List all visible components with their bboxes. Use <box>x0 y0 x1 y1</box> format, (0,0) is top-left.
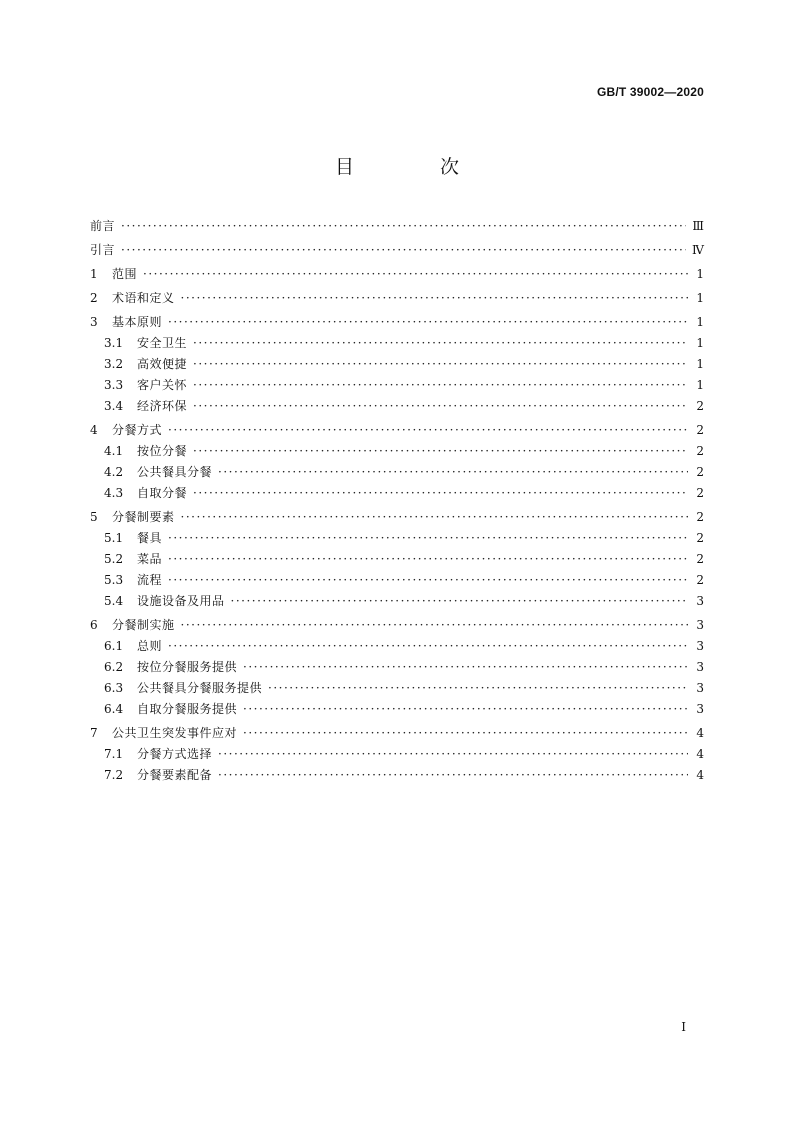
toc-entry-label: 自取分餐服务提供 <box>137 702 238 716</box>
toc-entry-page: 2 <box>696 531 704 545</box>
toc-entry[interactable] <box>90 678 704 699</box>
table-of-contents <box>90 216 704 786</box>
toc-entry-number: 1 <box>90 267 98 281</box>
toc-entry-page: 1 <box>696 357 704 371</box>
standard-code: GB/T 39002—2020 <box>596 85 704 99</box>
toc-entry-label: 公共餐具分餐服务提供 <box>137 681 263 695</box>
toc-entry[interactable] <box>90 288 704 309</box>
toc-dot-leader <box>268 678 688 699</box>
toc-dot-leader <box>243 699 688 720</box>
toc-entry-page: 2 <box>696 573 704 587</box>
toc-entry-number: 3.4 <box>104 399 124 413</box>
toc-entry-number: 6.1 <box>104 639 124 653</box>
toc-entry-label: 引言 <box>90 243 116 257</box>
toc-entry[interactable] <box>90 723 704 744</box>
toc-dot-leader <box>168 312 688 333</box>
toc-entry-number: 7.1 <box>104 747 124 761</box>
toc-entry[interactable] <box>90 570 704 591</box>
toc-entry-number: 4.1 <box>104 444 124 458</box>
toc-dot-leader <box>168 420 688 441</box>
toc-entry-page: 3 <box>696 618 704 632</box>
toc-entry-label: 经济环保 <box>137 399 188 413</box>
toc-entry-page: 3 <box>696 639 704 653</box>
toc-entry-page: 2 <box>696 510 704 524</box>
toc-entry-number: 3 <box>90 315 98 329</box>
toc-dot-leader <box>168 549 688 570</box>
toc-entry-page: Ⅳ <box>692 243 704 257</box>
toc-entry[interactable] <box>90 615 704 636</box>
toc-entry-number: 6.3 <box>104 681 124 695</box>
toc-entry[interactable] <box>90 420 704 441</box>
toc-entry-label: 范围 <box>112 267 138 281</box>
toc-dot-leader <box>168 636 688 657</box>
page-title: 目 次 <box>334 156 500 178</box>
toc-entry-number: 6.2 <box>104 660 124 674</box>
toc-entry[interactable] <box>90 657 704 678</box>
toc-entry-page: 4 <box>696 726 704 740</box>
toc-entry-page: 2 <box>696 423 704 437</box>
toc-entry[interactable] <box>90 549 704 570</box>
toc-dot-leader <box>193 375 688 396</box>
toc-entry[interactable] <box>90 312 704 333</box>
toc-entry-number: 5.1 <box>104 531 124 545</box>
toc-entry-label: 基本原则 <box>112 315 163 329</box>
toc-entry-number: 6.4 <box>104 702 124 716</box>
toc-dot-leader <box>193 333 688 354</box>
toc-entry-label: 分餐要素配备 <box>137 768 213 782</box>
toc-entry-label: 分餐方式选择 <box>137 747 213 761</box>
toc-entry-page: 2 <box>696 444 704 458</box>
toc-entry-label: 设施设备及用品 <box>137 594 225 608</box>
toc-entry-number: 7.2 <box>104 768 124 782</box>
toc-entry-label: 按位分餐服务提供 <box>137 660 238 674</box>
page-number: I <box>681 1020 686 1034</box>
toc-entry[interactable] <box>90 528 704 549</box>
toc-entry-number: 5.4 <box>104 594 124 608</box>
toc-entry[interactable] <box>90 375 704 396</box>
toc-entry-number: 5.2 <box>104 552 124 566</box>
toc-entry-label: 术语和定义 <box>112 291 175 305</box>
toc-entry-number: 4.2 <box>104 465 124 479</box>
toc-entry-page: Ⅲ <box>692 219 704 233</box>
toc-entry[interactable] <box>90 636 704 657</box>
toc-dot-leader <box>218 462 688 483</box>
toc-entry[interactable] <box>90 744 704 765</box>
toc-dot-leader <box>218 765 688 786</box>
toc-entry-label: 餐具 <box>137 531 163 545</box>
toc-dot-leader <box>121 216 686 237</box>
toc-dot-leader <box>193 483 688 504</box>
toc-entry-label: 流程 <box>137 573 163 587</box>
toc-dot-leader <box>193 354 688 375</box>
toc-entry-page: 3 <box>696 660 704 674</box>
toc-entry-label: 菜品 <box>137 552 163 566</box>
toc-dot-leader <box>143 264 688 285</box>
toc-dot-leader <box>218 744 688 765</box>
toc-dot-leader <box>231 591 688 612</box>
toc-entry[interactable] <box>90 507 704 528</box>
toc-entry[interactable] <box>90 483 704 504</box>
toc-entry-label: 分餐方式 <box>112 423 163 437</box>
toc-entry-number: 5 <box>90 510 98 524</box>
toc-dot-leader <box>168 570 688 591</box>
toc-entry-number: 3.2 <box>104 357 124 371</box>
toc-entry[interactable] <box>90 333 704 354</box>
toc-entry[interactable] <box>90 240 704 261</box>
toc-entry-page: 2 <box>696 465 704 479</box>
toc-entry-label: 高效便捷 <box>137 357 188 371</box>
toc-entry-page: 3 <box>696 594 704 608</box>
toc-entry-page: 1 <box>696 315 704 329</box>
toc-entry-page: 2 <box>696 552 704 566</box>
toc-dot-leader <box>193 396 688 417</box>
toc-entry[interactable] <box>90 462 704 483</box>
toc-entry-page: 1 <box>696 267 704 281</box>
toc-entry-page: 4 <box>696 768 704 782</box>
toc-entry-number: 6 <box>90 618 98 632</box>
toc-entry-label: 公共卫生突发事件应对 <box>112 726 238 740</box>
toc-entry-label: 总则 <box>137 639 163 653</box>
toc-entry-label: 分餐制要素 <box>112 510 175 524</box>
toc-entry-label: 按位分餐 <box>137 444 188 458</box>
toc-entry[interactable] <box>90 441 704 462</box>
toc-entry-page: 2 <box>696 399 704 413</box>
toc-entry-number: 4 <box>90 423 98 437</box>
toc-entry[interactable] <box>90 354 704 375</box>
toc-entry[interactable] <box>90 396 704 417</box>
toc-entry-label: 分餐制实施 <box>112 618 175 632</box>
toc-entry-number: 7 <box>90 726 98 740</box>
toc-dot-leader <box>168 528 688 549</box>
toc-entry-page: 3 <box>696 702 704 716</box>
toc-dot-leader <box>243 657 688 678</box>
toc-entry-page: 2 <box>696 486 704 500</box>
toc-dot-leader <box>121 240 686 261</box>
toc-entry-label: 前言 <box>90 219 116 233</box>
toc-entry-number: 3.3 <box>104 378 124 392</box>
toc-entry-number: 5.3 <box>104 573 124 587</box>
toc-entry[interactable] <box>90 591 704 612</box>
toc-entry[interactable] <box>90 765 704 786</box>
toc-dot-leader <box>181 507 688 528</box>
toc-entry-page: 1 <box>696 336 704 350</box>
toc-entry-label: 客户关怀 <box>137 378 188 392</box>
toc-entry[interactable] <box>90 264 704 285</box>
toc-entry-page: 1 <box>696 378 704 392</box>
toc-entry-page: 1 <box>696 291 704 305</box>
toc-entry-page: 4 <box>696 747 704 761</box>
toc-entry-label: 公共餐具分餐 <box>137 465 213 479</box>
toc-dot-leader <box>181 615 688 636</box>
toc-entry-page: 3 <box>696 681 704 695</box>
toc-entry[interactable] <box>90 699 704 720</box>
toc-entry-label: 自取分餐 <box>137 486 188 500</box>
toc-dot-leader <box>193 441 688 462</box>
toc-entry[interactable] <box>90 216 704 237</box>
toc-entry-number: 3.1 <box>104 336 124 350</box>
toc-entry-label: 安全卫生 <box>137 336 188 350</box>
toc-entry-number: 2 <box>90 291 98 305</box>
toc-dot-leader <box>243 723 688 744</box>
toc-entry-number: 4.3 <box>104 486 124 500</box>
toc-dot-leader <box>181 288 688 309</box>
